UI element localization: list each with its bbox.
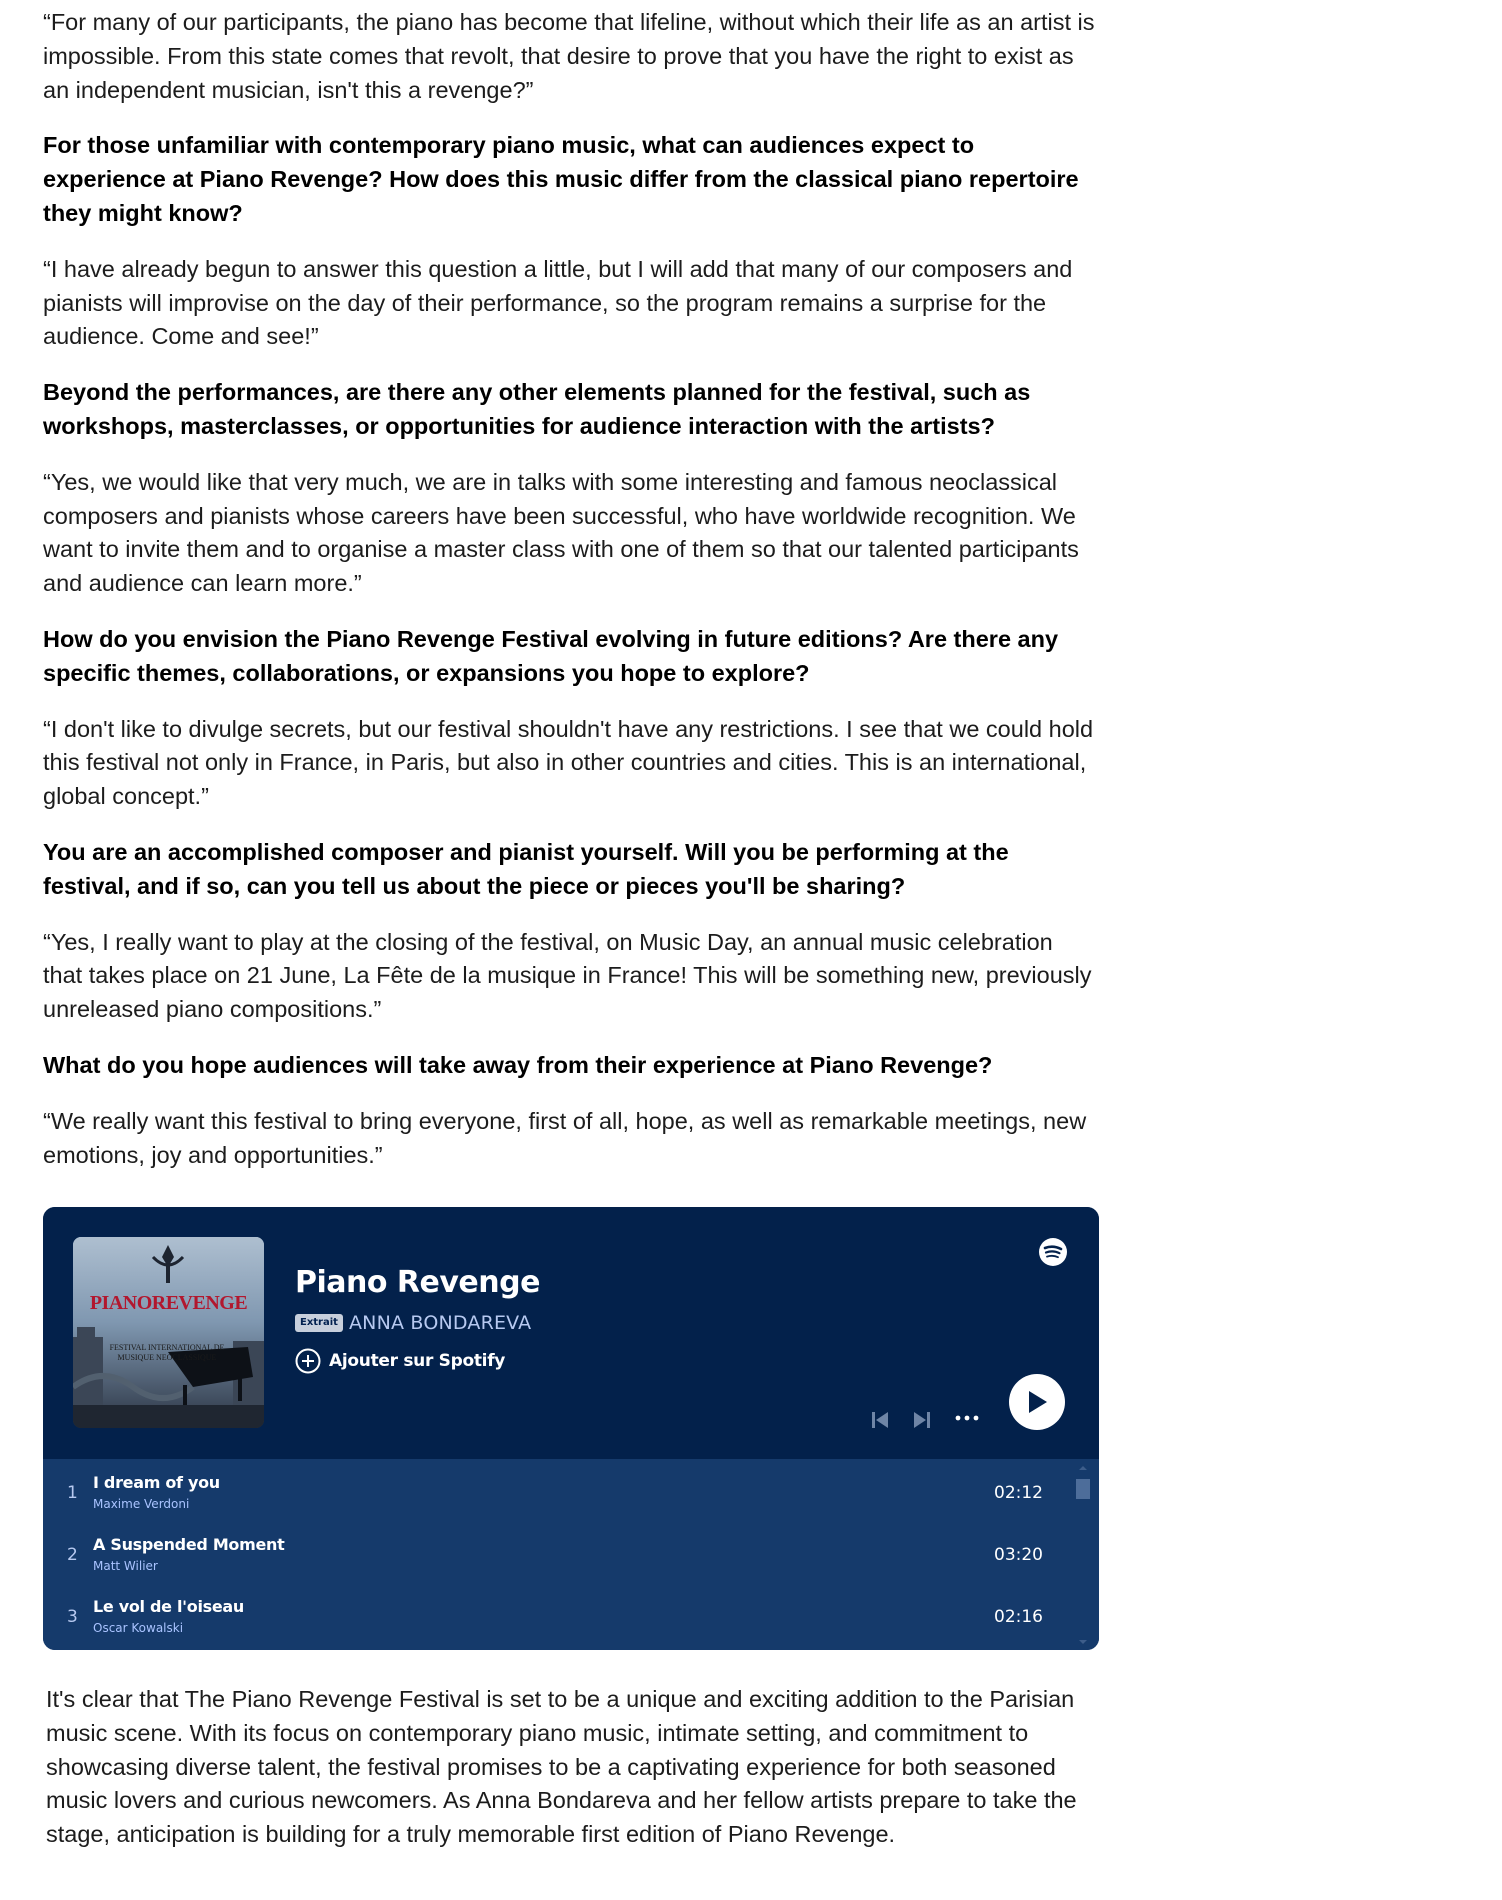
track-list (43, 1459, 1099, 1650)
article-conclusion: It's clear that The Piano Revenge Festival is set to be a unique and exciting addition to the Parisian music scene. With its focus on contemporary piano music, intimate setting, and commitment to showcasing diverse talent, the festival promises to be a captivating experience for both seasoned music lovers and curious newcomers. As Anna Bondareva and her fellow artists prepare to take the stage, anticipation is building for a truly memorable first edition of Piano Revenge. (46, 1686, 1077, 1848)
article-answer: “For many of our participants, the piano has become that lifeline, without which their life as an artist is impossible. From this state comes that revolt, that desire to prove that you have the right to exist as an independent musician, isn't this a revenge?” (43, 9, 1095, 103)
artist-link[interactable]: ANNA BONDAREVA (348, 1312, 532, 1334)
cover-subtitle: FESTIVAL INTERNATIONAL DE MUSIQUE NEOCLASSIQUE (109, 1343, 225, 1362)
article-answer: “Yes, we would like that very much, we are in talks with some interesting and famous neoclassical composers and pianists whose careers have been successful, who have worldwide recognition. We want to invite them and to organise a master class with one of them so that our talented participants and audience can learn more.” (43, 468, 1079, 597)
scroll-up-icon[interactable] (1075, 1463, 1091, 1473)
more-options-icon[interactable] (953, 1407, 981, 1429)
track-title: I dream of you (93, 1473, 220, 1492)
track-title: A Suspended Moment (93, 1535, 285, 1554)
track-row[interactable] (43, 1463, 1043, 1523)
scrollbar-thumb[interactable] (1076, 1479, 1090, 1499)
add-to-spotify-button[interactable] (295, 1347, 505, 1375)
track-number: 1 (67, 1483, 78, 1503)
article-question: How do you envision the Piano Revenge Festival evolving in future editions? Are there any specific themes, collaborations, or expansions you hope to explore? (43, 625, 1059, 686)
add-circle-icon (295, 1348, 321, 1374)
previous-track-icon[interactable] (869, 1409, 891, 1431)
play-icon (1025, 1389, 1049, 1415)
track-row[interactable] (43, 1587, 1043, 1647)
preview-badge: Extrait (295, 1314, 343, 1332)
track-artist[interactable]: Oscar Kowalski (93, 1621, 184, 1635)
article-answer: “We really want this festival to bring everyone, first of all, hope, as well as remarkable meetings, new emotions, joy and opportunities.” (43, 1107, 1087, 1168)
track-list-scrollbar[interactable] (1073, 1459, 1089, 1650)
track-duration: 02:16 (994, 1607, 1043, 1627)
track-number: 3 (67, 1607, 78, 1627)
article-answer: “I have already begun to answer this question a little, but I will add that many of our composers and pianists will improvise on the day of their performance, so the program remains a surprise for the audience. Come and see!” (43, 255, 1073, 350)
artist-row (295, 1311, 531, 1335)
cover-title: PIANOREVENGE (89, 1292, 248, 1314)
article-question: You are an accomplished composer and pianist yourself. Will you be performing at the festival, and if so, can you tell us about the piece or pieces you'll be sharing? (43, 838, 1009, 899)
embed-header (43, 1207, 1099, 1459)
scroll-down-icon[interactable] (1075, 1637, 1091, 1647)
album-cover[interactable] (73, 1237, 264, 1428)
spotify-embed-player (43, 1207, 1099, 1650)
track-row[interactable] (43, 1525, 1043, 1585)
track-duration: 02:12 (994, 1483, 1043, 1503)
article-question: What do you hope audiences will take away from their experience at Piano Revenge? (43, 1051, 993, 1078)
article-question: Beyond the performances, are there any other elements planned for the festival, such as workshops, masterclasses, or opportunities for audience interaction with the artists? (43, 379, 1031, 439)
article-answer: “Yes, I really want to play at the closing of the festival, on Music Day, an annual music celebration that takes place on 21 June, La Fête de la musique in France! This will be something new, previously unreleased piano compositions.” (43, 928, 1092, 1023)
track-artist[interactable]: Matt Wilier (93, 1559, 158, 1573)
track-number: 2 (67, 1545, 78, 1565)
spotify-logo-icon[interactable] (1038, 1237, 1068, 1267)
play-button[interactable] (1009, 1374, 1065, 1430)
track-artist[interactable]: Maxime Verdoni (93, 1497, 190, 1511)
cover-artwork (73, 1237, 264, 1428)
track-title: Le vol de l'oiseau (93, 1597, 244, 1616)
article-question: For those unfamiliar with contemporary piano music, what can audiences expect to experience at Piano Revenge? How does this music differ from the classical piano repertoire they might know? (43, 132, 1079, 226)
article-body (43, 6, 1098, 1194)
add-to-spotify-label: Ajouter sur Spotify (329, 1351, 506, 1371)
playlist-title[interactable]: Piano Revenge (295, 1265, 540, 1300)
track-duration: 03:20 (994, 1545, 1043, 1565)
article-answer: “I don't like to divulge secrets, but our festival shouldn't have any restrictions. I see that we could hold this festival not only in France, in Paris, but also in other countries and cities. This is an international, global concept.” (43, 715, 1094, 810)
next-track-icon[interactable] (911, 1409, 933, 1431)
